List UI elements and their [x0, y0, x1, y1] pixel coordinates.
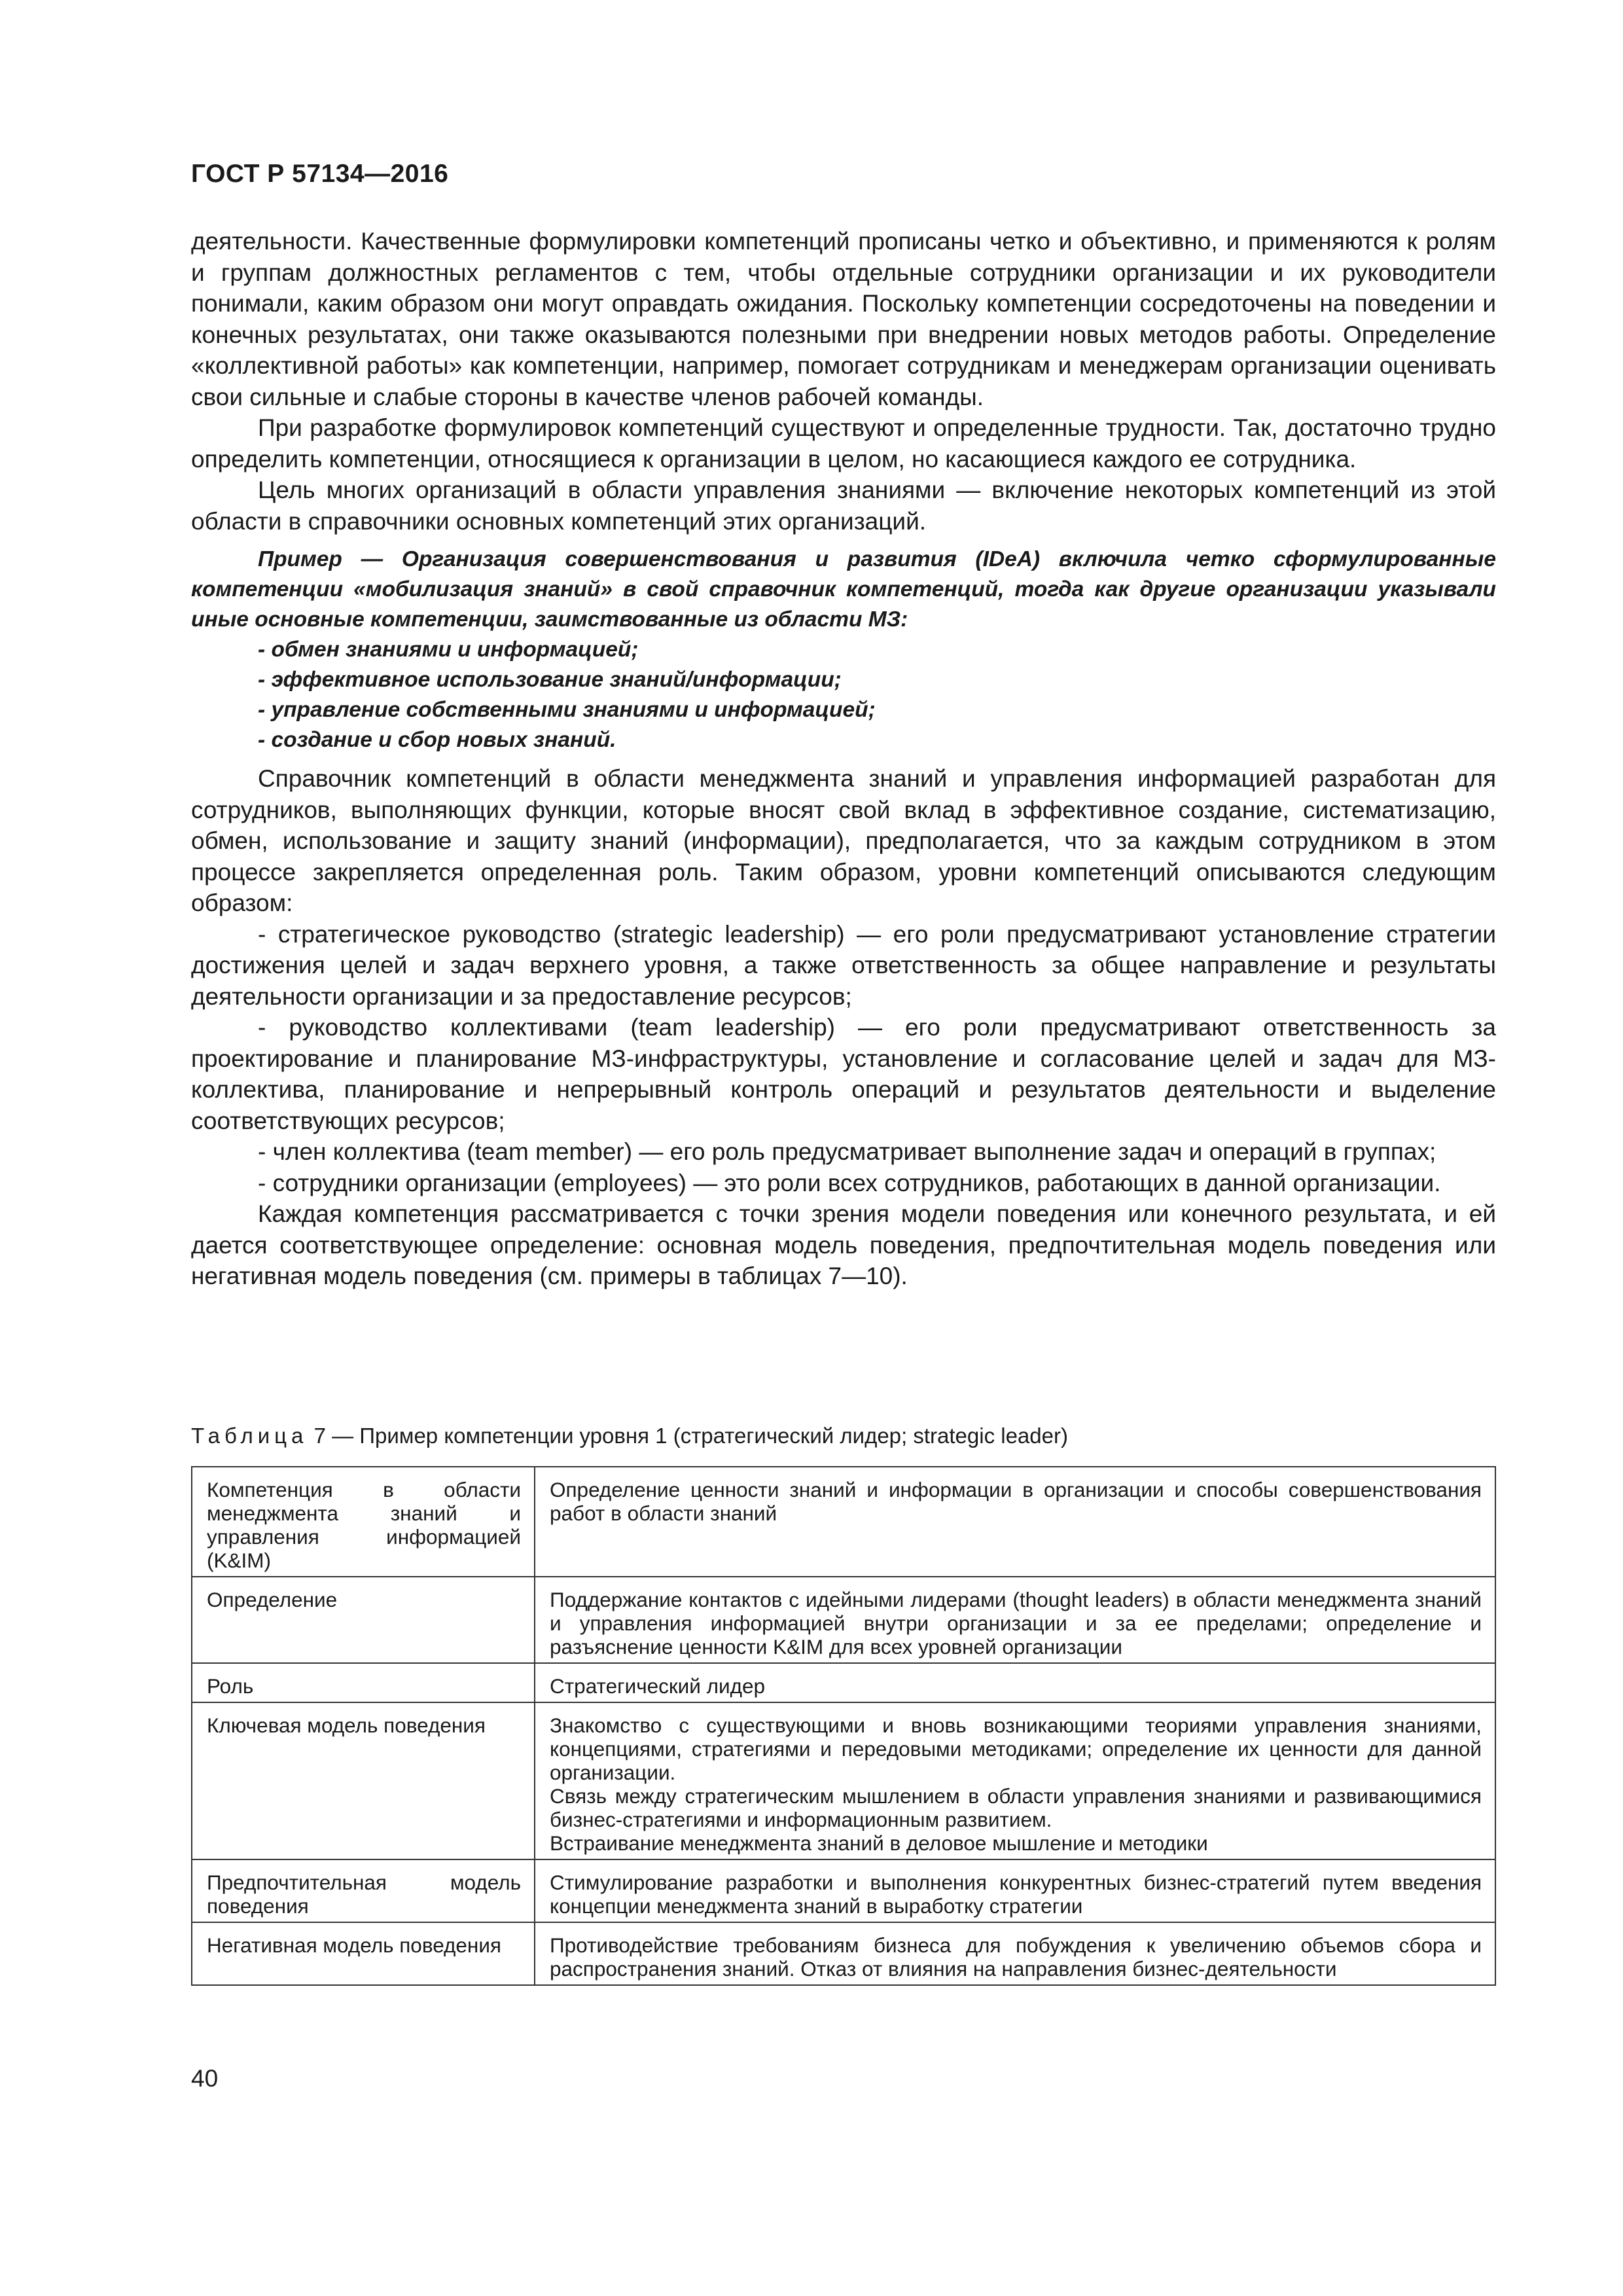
paragraph-continuation: деятельности. Качественные формулировки компетенций прописаны четко и объективно, и применяются к ролям и группам должностных регламентов с тем, чтобы отдельные сотрудники организации и их руководители понимали, каким образом они могут оправдать ожидания. Поскольку компетенции сосредоточены на поведении и конечных результатах, они также оказываются полезными при внедрении новых методов работы. Определение «коллективной работы» как компетенции, например, помогает сотрудникам и менеджерам организации оценивать свои сильные и слабые стороны в качестве членов рабочей команды.	[191, 228, 1496, 410]
standard-header: ГОСТ Р 57134—2016	[191, 160, 449, 188]
table-row	[192, 1702, 1495, 1859]
paragraph: Справочник компетенций в области менеджмента знаний и управления информацией разработан для сотрудников, выполняющих функции, которые вносят свой вклад в эффективное создание, систематизацию, обмен, использование и защиту знаний (информации), предполагается, что за каждым сотрудником в этом процессе закрепляется определенная роль. Таким образом, уровни компетенций описываются следующим образом:	[191, 765, 1496, 916]
table-cell-value: Поддержание контактов с идейными лидерами (thought leaders) в области менеджмента знаний и управления информацией внутри организации и за ее пределами; определение и разъяснение ценности K&IM для всех уровней организации	[535, 1577, 1495, 1663]
table-row	[192, 1922, 1495, 1985]
table-cell-label: Роль	[192, 1663, 535, 1702]
table-cell-value: Стратегический лидер	[535, 1663, 1495, 1702]
table-cell-label: Негативная модель поведения	[192, 1922, 535, 1985]
list-paragraph: - руководство коллективами (team leadership) — его роли предусматривают ответственность за проектирование и планирование МЗ-инфраструктуры, установление и согласование целей и задач для МЗ-коллектива, планирование и непрерывный контроль операций и результатов деятельности и выделение соответствующих ресурсов;	[191, 1014, 1496, 1134]
table-caption	[191, 1422, 1496, 1450]
list-paragraph: - член коллектива (team member) — его роль предусматривает выполнение задач и операций в группах;	[258, 1138, 1436, 1165]
table-row	[192, 1467, 1495, 1577]
table-cell-label: Ключевая модель поведения	[192, 1702, 535, 1859]
page-number: 40	[191, 2065, 219, 2092]
list-paragraph: - стратегическое руководство (strategic leadership) — его роли предусматривают установление стратегии достижения целей и задач верхнего уровня, а также ответственность за общее направление и результаты деятельности организации и за предоставление ресурсов;	[191, 920, 1496, 1010]
example-list-item: - обмен знаниями и информацией;	[258, 637, 639, 662]
paragraph: Цель многих организаций в области управления знаниями — включение некоторых компетенций из этой области в справочники основных компетенций этих организаций.	[191, 476, 1496, 535]
table-caption-label: Таблица	[191, 1424, 308, 1448]
table-cell-line: Знакомство с существующими и вновь возникающими теориями управления знаниями, концепциями, стратегиями и передовыми методиками; определение их ценности для данной организации.	[550, 1713, 1482, 1784]
table-cell-value: Стимулирование разработки и выполнения конкурентных бизнес-стратегий путем введения концепции менеджмента знаний в выработку стратегии	[535, 1859, 1495, 1922]
table-cell-label: Определение	[192, 1577, 535, 1663]
table-row	[192, 1663, 1495, 1702]
table-cell-value: Противодействие требованиям бизнеса для побуждения к увеличению объемов сбора и распространения знаний. Отказ от влияния на направления бизнес-деятельности	[535, 1922, 1495, 1985]
table-cell-line: Связь между стратегическим мышлением в области управления знаниями и развивающимися бизнес-стратегиями и информационным развитием.	[550, 1784, 1482, 1831]
table-row	[192, 1859, 1495, 1922]
body-text	[191, 226, 1496, 1292]
example-list	[191, 635, 1496, 755]
table-cell-label: Компетенция в области менеджмента знаний и управления информацией (K&IM)	[192, 1467, 535, 1577]
example-list-item: - создание и сбор новых знаний.	[258, 728, 616, 752]
competency-table	[191, 1466, 1496, 1986]
list-paragraph: - сотрудники организации (employees) — это роли всех сотрудников, работающих в данной организации.	[258, 1169, 1441, 1196]
paragraph: Каждая компетенция рассматривается с точки зрения модели поведения или конечного результата, и ей дается соответствующее определение: основная модель поведения, предпочтительная модель поведения или негативная модель поведения (см. примеры в таблицах 7—10).	[191, 1200, 1496, 1289]
table-cell-value	[535, 1702, 1495, 1859]
table-row	[192, 1577, 1495, 1663]
example-list-item: - управление собственными знаниями и информацией;	[258, 698, 876, 722]
table-cell-label: Предпочтительная модель поведения	[192, 1859, 535, 1922]
example-list-item: - эффективное использование знаний/информации;	[258, 668, 842, 692]
table-caption-text: 7 — Пример компетенции уровня 1 (стратегический лидер; strategic leader)	[313, 1424, 1068, 1448]
example-paragraph: Пример — Организация совершенствования и развития (IDeA) включила четко сформулированные компетенции «мобилизация знаний» в свой справочник компетенций, тогда как другие организации указывали иные основные компетенции, заимствованные из области МЗ:	[191, 547, 1496, 632]
table-cell-value: Определение ценности знаний и информации в организации и способы совершенствования работ в области знаний	[535, 1467, 1495, 1577]
table-cell-line: Встраивание менеджмента знаний в деловое мышление и методики	[550, 1831, 1208, 1855]
paragraph: При разработке формулировок компетенций существуют и определенные трудности. Так, достаточно трудно определить компетенции, относящиеся к организации в целом, но касающиеся каждого ее сотрудника.	[191, 414, 1496, 473]
